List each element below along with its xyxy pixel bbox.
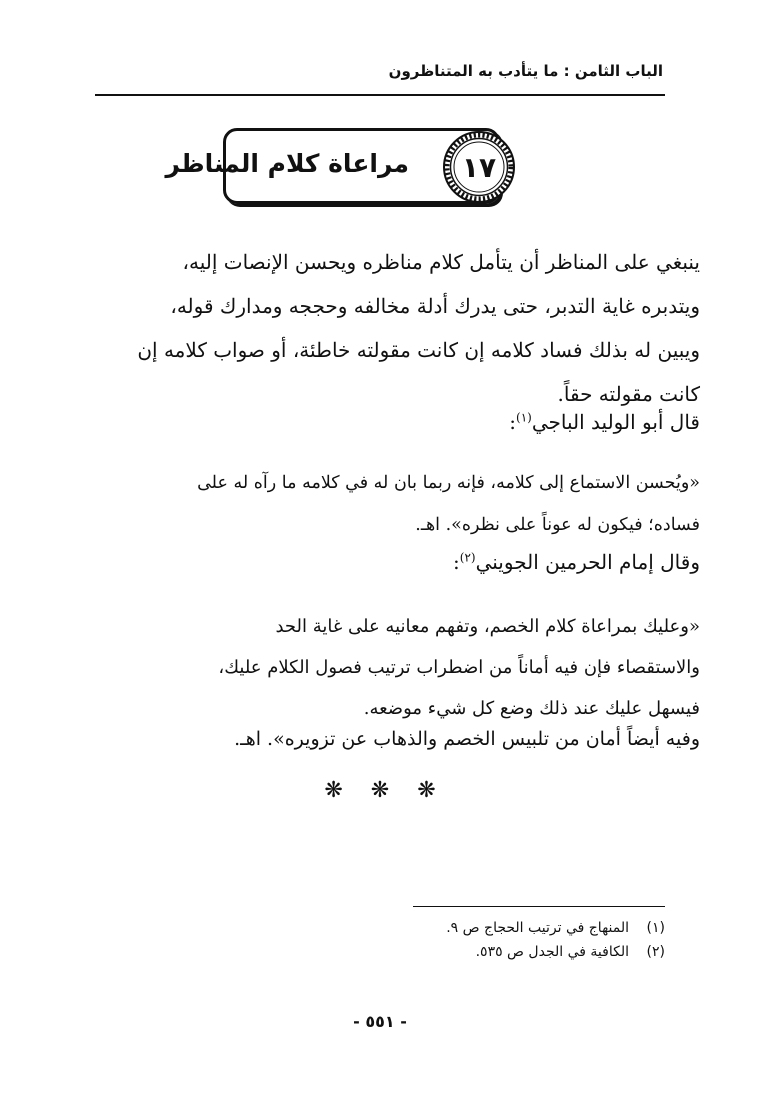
paragraph-line: كانت مقولته حقاً. <box>557 382 700 406</box>
paragraph-line: ويتدبره غاية التدبر، حتى يدرك أدلة مخالفه وحججه ومدارك قوله، <box>170 294 700 318</box>
chapter-number-rosette <box>441 129 517 205</box>
quote1-intro <box>95 410 700 434</box>
paragraph-line: ينبغي على المناظر أن يتأمل كلام مناظره ويحسن الإنصات إليه، <box>182 250 700 274</box>
quote1-block <box>95 462 700 546</box>
quote1-line: فساده؛ فيكون له عوناً على نظره». اهـ. <box>415 515 700 535</box>
section-separator <box>300 778 460 803</box>
quote2-line: «وعليك بمراعاة كلام الخصم، وتفهم معانيه على غاية الحد <box>275 616 700 637</box>
quote2-line: والاستقصاء فإن فيه أماناً من اضطراب ترتيب فصول الكلام عليك، <box>218 657 700 678</box>
footnote-number: (٢) <box>646 944 665 960</box>
closing-line-text: وفيه أيضاً أمان من تلبيس الخصم والذهاب عن تزويره». اهـ. <box>234 728 700 750</box>
footnotes <box>300 916 665 964</box>
asterism-icon: ❋ <box>324 778 343 803</box>
quote2-line: فيسهل عليك عند ذلك وضع كل شيء موضعه. <box>363 698 700 719</box>
main-paragraph <box>95 240 700 416</box>
footnote-ref-2: (٢) <box>459 550 476 565</box>
quote2-intro-text: وقال إمام الحرمين الجويني <box>475 550 700 574</box>
asterism-icon: ❋ <box>417 778 436 803</box>
asterism-icon: ❋ <box>370 778 390 803</box>
chapter-title: مراعاة كلام المناظر <box>165 149 409 178</box>
closing-line <box>95 728 700 750</box>
quote1-intro-text: قال أبو الوليد الباجي <box>531 410 700 434</box>
running-header <box>95 60 665 96</box>
footnote-ref-1: (١) <box>516 410 532 425</box>
running-header-text: الباب الثامن : ما يتأدب به المتناظرون <box>388 62 663 80</box>
footnote-number: (١) <box>646 920 665 936</box>
chapter-title-box <box>165 128 500 204</box>
quote2-intro-colon: : <box>453 550 460 574</box>
quote1-intro-colon: : <box>509 410 517 434</box>
footnote-divider <box>413 906 665 907</box>
footnote-item <box>300 916 665 940</box>
quote1-line: «ويُحسن الاستماع إلى كلامه، فإنه ربما بان له في كلامه ما رآه له على <box>197 473 700 493</box>
paragraph-line: ويبين له بذلك فساد كلامه إن كانت مقولته خاطئة، أو صواب كلامه إن <box>137 338 700 362</box>
footnote-item <box>300 940 665 964</box>
footnote-text: المنهاج في ترتيب الحجاج ص ٩. <box>446 920 629 936</box>
quote2-intro <box>95 550 700 574</box>
quote2-block <box>95 606 700 729</box>
chapter-number: ١٧ <box>461 150 497 184</box>
footnote-text: الكافية في الجدل ص ٥٣٥. <box>475 944 629 960</box>
page-number: - ٥٥١ - <box>353 1012 407 1031</box>
